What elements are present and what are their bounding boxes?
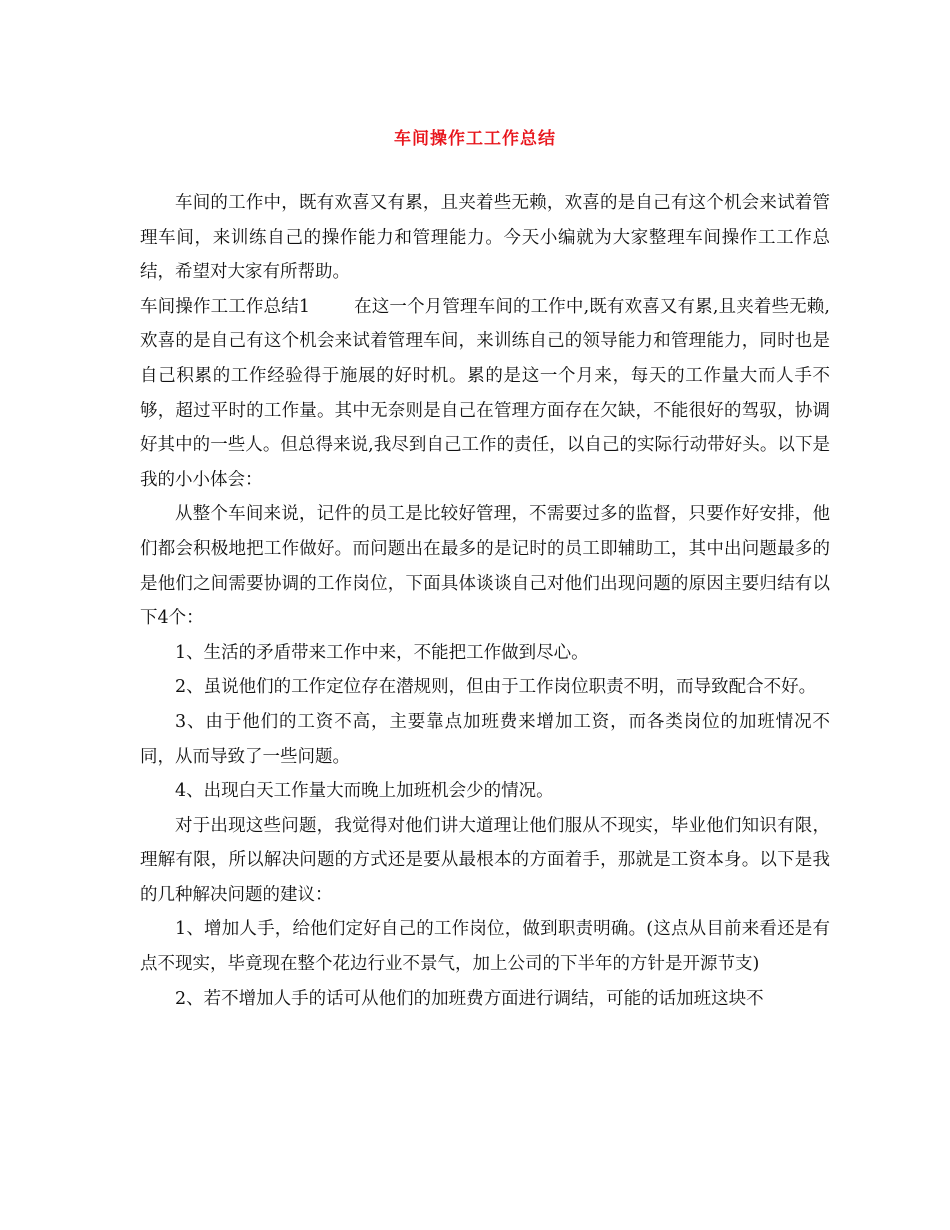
- section-1-paragraph: [140, 290, 830, 498]
- suggestion-item: 2、若不增加人手的话可从他们的加班费方面进行调结，可能的话加班这块不: [175, 988, 764, 1009]
- document-title: 车间操作工工作总结: [394, 129, 556, 149]
- reason-item: 2、虽说他们的工作定位存在潜规则，但由于工作岗位职责不明，而导致配合不好。: [175, 677, 817, 698]
- document-body: [140, 186, 830, 1016]
- solution-paragraph: 对于出现这些问题，我觉得对他们讲大道理让他们服从不现实，毕业他们知识有限，理解有限，所以解决问题的方式还是要从最根本的方面着手，那就是工资本身。以下是我的几种解决问题的建议：: [140, 815, 830, 905]
- reason-item: 1、生活的矛盾带来工作中来，不能把工作做到尽心。: [175, 642, 589, 663]
- workshop-paragraph: 从整个车间来说，记件的员工是比较好管理，不需要过多的监督，只要作好安排，他们都会积极地把工作做好。而问题出在最多的是记时的员工即辅助工，其中出问题最多的是他们之间需要协调的工作岗位，下面具体谈谈自己对他们出现问题的原因主要归结有以下4个：: [140, 504, 830, 629]
- intro-paragraph: 车间的工作中，既有欢喜又有累，且夹着些无赖，欢喜的是自己有这个机会来试着管理车间，来训练自己的操作能力和管理能力。今天小编就为大家整理车间操作工工作总结，希望对大家有所帮助。: [140, 193, 830, 283]
- section-1-heading: 车间操作工工作总结1: [140, 296, 310, 317]
- reason-item: 4、出现白天工作量大而晚上加班机会少的情况。: [175, 781, 554, 802]
- section-1-text: 在这一个月管理车间的工作中,既有欢喜又有累,且夹着些无赖,欢喜的是自己有这个机会来试着管理车间，来训练自己的领导能力和管理能力，同时也是自己积累的工作经验得于施展的好时机。累的是这一个月来，每天的工作量大而人手不够，超过平时的工作量。其中无奈则是自己在管理方面存在欠缺，不能很好的驾驭，协调好其中的一些人。但总得来说,我尽到自己工作的责任，以自己的实际行动带好头。以下是我的小小体会：: [140, 296, 830, 490]
- suggestion-item: 1、增加人手，给他们定好自己的工作岗位，做到职责明确。(这点从目前来看还是有点不现实，毕竟现在整个花边行业不景气，加上公司的下半年的方针是开源节支): [140, 919, 830, 975]
- reason-item: 3、由于他们的工资不高，主要靠点加班费来增加工资，而各类岗位的加班情况不同，从而导致了一些问题。: [140, 711, 830, 767]
